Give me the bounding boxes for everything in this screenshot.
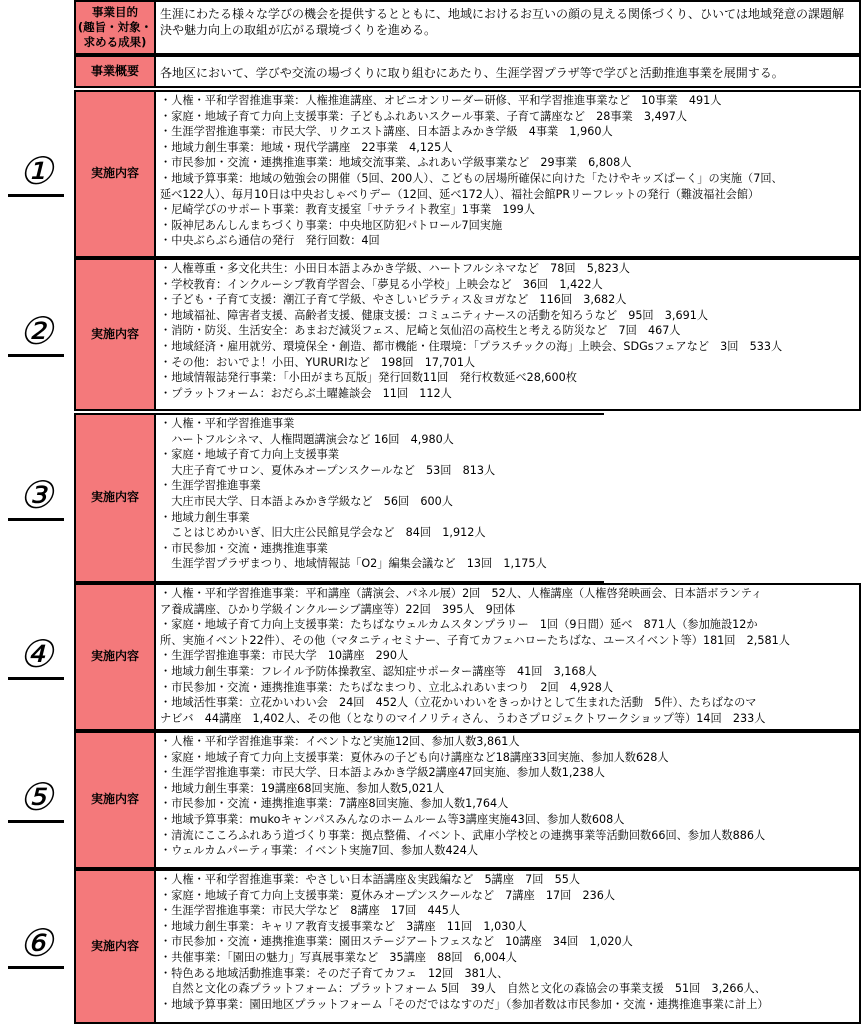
content-line: ・地域経済・雇用就労、環境保全・創造、都市機能・住環境：「プラスチックの海」上映会、SDGsフェアなど 3回 533人 <box>160 339 783 353</box>
section-5 <box>0 731 861 869</box>
content-line: ・人権・平和学習推進事業：平和講座（講演会、パネル展）2回 52人、人権講座（人権啓発映画会、日本語ボランティ <box>160 587 763 600</box>
section-content <box>156 413 604 583</box>
section-number <box>0 258 72 411</box>
content-line: ・生涯学習推進事業：市民大学など 8講座 17回 445人 <box>160 904 461 918</box>
content-line: 生涯学習プラザまつり、地域情報誌「O2」編集会議など 13回 1,175人 <box>160 557 547 571</box>
purpose-text <box>156 0 861 55</box>
content-line: ・地域活性事業：立花かいわい会 24回 452人（立花かいわいをきっかけとして生まれた活動 5件）、たちばなのマ <box>160 696 757 710</box>
section-content <box>156 90 861 258</box>
content-line: ・特色ある地域活動推進事業：そのだ子育てカフェ 12回 381人、 <box>160 966 509 980</box>
section-content <box>156 583 861 731</box>
section-number-glyph: ⑤ <box>18 774 54 819</box>
purpose-label-text: 事業目的 (趣旨・対象・ 求める成果) <box>77 5 153 49</box>
content-line: ・市民参加・交流・連携推進事業：たちばなまつり、立北ふれあいまつり 2回 4,928人 <box>160 680 614 694</box>
section-number-glyph: ③ <box>18 472 54 517</box>
content-line: ・地域情報誌発行事業：「小田がまち瓦版」発行回数11回 発行枚数延べ28,600枚 <box>160 371 577 385</box>
section-label <box>74 731 156 869</box>
section-number-glyph: ① <box>18 148 54 193</box>
content-line: ・人権・平和学習推進事業：イベントなど実施12回、参加人数3,861人 <box>160 735 520 748</box>
section-label <box>74 258 156 411</box>
content-line: ・市民参加・交流・連携推進事業：地域交流事業、ふれあい学級事業など 29事業 6,808人 <box>160 156 632 170</box>
section-label-text: 実施内容 <box>90 649 139 664</box>
content-line: ・市民参加・交流・連携推進事業 <box>160 541 328 555</box>
content-line: ・人権・平和学習推進事業：人権推進講座、オピニオンリーダー研修、平和学習推進事業など 10事業 491人 <box>160 94 722 107</box>
content-line: ・家庭・地域子育て力向上支援事業 <box>160 448 340 462</box>
section-number-glyph: ⑥ <box>18 921 54 965</box>
section-2 <box>0 258 861 411</box>
overview-row <box>0 55 861 88</box>
purpose-text-body: 生涯にわたる様々な学びの機会を提供するとともに、地域におけるお互いの顔の見える関係づくり、ひいては地域発意の課題解決や魅力向上の取組が広がる環境づくりを進める。 <box>160 7 845 37</box>
content-line: ・清流にこころふれあう道づくり事業：拠点整備、イベント、武庫小学校との連携事業等活動回数66回、参加人数886人 <box>160 828 766 842</box>
purpose-row <box>0 0 861 55</box>
content-line: ・家庭・地域子育て力向上支援事業：子どもふれあいスクール事業、子育て講座など 28事業 3,497人 <box>160 109 688 123</box>
content-line: ・地域予算事業：園田地区プラットフォーム「そのだではなすのだ」（参加者数は市民参加・交流・連携推進事業に計上） <box>160 997 769 1011</box>
underline <box>8 194 64 197</box>
content-line: ・生涯学習推進事業：市民大学、リクエスト講座、日本語よみかき学級 4事業 1,960人 <box>160 125 613 139</box>
content-line: ことはじめかいぎ、旧大庄公民館見学会など 84回 1,912人 <box>160 526 486 540</box>
section-label <box>74 583 156 731</box>
content-line: ・家庭・地域子育て力向上支援事業：夏休みの子ども向け講座など18講座33回実施、参加人数628人 <box>160 750 669 764</box>
section-label-text: 実施内容 <box>90 166 139 181</box>
content-line: ・人権尊重・多文化共生：小田日本語よみかき学級、ハートフルシネマなど 78回 5,823人 <box>160 262 630 275</box>
content-line: ・生涯学習推進事業 <box>160 479 261 493</box>
section-content <box>156 731 861 869</box>
content-line: ナビバ 44講座 1,402人、その他（となりのマイノリティさん、うわさプロジェクトワークショップ等）14回 233人 <box>160 711 766 725</box>
content-line: ・地域福祉、障害者支援、高齢者支援、健康支援：コミュニティナースの活動を知ろうなど 95回 3,691人 <box>160 308 709 322</box>
overview-label-text: 事業概要 <box>90 63 139 78</box>
content-line: ・地域力創生事業：地域・現代学講座 22事業 4,125人 <box>160 140 453 154</box>
content-line: ・生涯学習推進事業：市民大学、日本語よみかき学級2講座47回実施、参加人数1,238人 <box>160 766 605 780</box>
content-line: ハートフルシネマ、人権問題講演会など 16回 4,980人 <box>160 432 454 446</box>
section-label-text: 実施内容 <box>90 326 139 341</box>
content-line: ・地域力創生事業：フレイル予防体操教室、認知症サポーター講座等 41回 3,168人 <box>160 664 597 678</box>
content-line: ・人権・平和学習推進事業：やさしい日本語講座＆実践編など 5講座 7回 55人 <box>160 873 581 886</box>
content-line: ・市民参加・交流・連携推進事業：7講座8回実施、参加人数1,764人 <box>160 797 509 811</box>
overview-text <box>156 55 861 88</box>
content-line: 大庄市民大学、日本語よみかき学級など 56回 600人 <box>160 494 453 508</box>
content-line: ・子ども・子育て支援：潮江子育て学級、やさしいピラティス＆ヨガなど 116回 3,682人 <box>160 293 627 307</box>
content-line: ・阪神尼あんしんまちづくり事業：中央地区防犯パトロール7回実施 <box>160 218 503 232</box>
content-line: ・地域予算事業：地域の勉強会の開催（5回、200人）、こどもの居場所確保に向けた「たけやキッズぱーく」の実施（7回、 <box>160 171 783 185</box>
content-line: ・共催事業：「園田の魅力」写真展事業など 35講座 88回 6,004人 <box>160 950 517 964</box>
section-label-text: 実施内容 <box>90 490 139 505</box>
content-line: ・学校教育：インクルーシブ教育学習会、「夢見る小学校」上映会など 36回 1,422人 <box>160 277 603 291</box>
section-number-glyph: ④ <box>18 631 54 676</box>
underline <box>8 518 64 521</box>
content-line: ・地域力創生事業 <box>160 510 250 524</box>
section-number <box>0 90 72 258</box>
content-line: ・人権・平和学習推進事業 <box>160 417 295 430</box>
underline <box>8 354 64 357</box>
content-line: 大庄子育てサロン、夏休みオープンスクールなど 53回 813人 <box>160 463 496 477</box>
section-number-glyph: ② <box>18 309 54 353</box>
content-line: ア養成講座、ひかり学級インクルーシブ講座等）22回 395人 9団体 <box>160 602 516 616</box>
content-line: ・地域力創生事業：19講座68回実施、参加人数5,021人 <box>160 781 445 795</box>
section-6 <box>0 869 861 1024</box>
section-number <box>0 583 72 731</box>
content-line: ・その他：おいでよ！小田、YURURIなど 198回 17,701人 <box>160 355 476 369</box>
content-line: ・地域予算事業：mukoキャンパスみんなのホームルーム等3講座実施43回、参加人数608人 <box>160 812 625 826</box>
section-1 <box>0 90 861 258</box>
content-line: ・市民参加・交流・連携推進事業：園田ステージアートフェスなど 10講座 34回 1,020人 <box>160 935 633 949</box>
overview-text-body: 各地区において、学びや交流の場づくりに取り組むにあたり、生涯学習プラザ等で学びと活動推進事業を展開する。 <box>160 66 784 80</box>
overview-label <box>74 55 156 88</box>
section-label-text: 実施内容 <box>90 938 139 953</box>
content-line: ・家庭・地域子育て力向上支援事業：たちばなウェルカムスタンプラリー 1回（9日間）延べ 871人（参加施設12か <box>160 618 758 632</box>
content-line: ・中央ぶらぶら通信の発行 発行回数：4回 <box>160 234 380 248</box>
section-number <box>0 413 72 583</box>
content-line: 延べ122人）、毎月10日は中央おしゃべりデー（12回、延べ172人）、福社会館PRリーフレットの発行（難波福社会館） <box>160 187 760 201</box>
section-label <box>74 413 156 583</box>
content-line: ・生涯学習推進事業：市民大学 10講座 290人 <box>160 649 409 663</box>
section-label-text: 実施内容 <box>90 792 139 807</box>
underline <box>8 966 64 969</box>
section-label <box>74 869 156 1024</box>
content-line: ・尼崎学びのサポート事業：教育支援室「サテライト教室」1事業 199人 <box>160 203 535 217</box>
section-number <box>0 869 72 1024</box>
section-3 <box>0 413 861 583</box>
section-content <box>156 258 861 411</box>
underline <box>8 820 64 823</box>
section-number <box>0 731 72 869</box>
section-content <box>156 869 861 1024</box>
content-line: ・プラットフォーム：おだらぶ土曜雑談会 11回 112人 <box>160 386 452 400</box>
section-4 <box>0 583 861 731</box>
content-line: ・ウェルカムパーティ事業：イベント実施7回、参加人数424人 <box>160 844 479 858</box>
purpose-label <box>74 0 156 55</box>
content-line: 自然と文化の森プラットフォーム：プラットフォーム 5回 39人 自然と文化の森協会の事業支援 51回 3,266人、 <box>160 982 766 996</box>
content-line: 所、実施イベント22件）、その他（マタニティセミナー、子育てカフェハローたちばな、ユースイベント等）181回 2,581人 <box>160 633 790 647</box>
underline <box>8 677 64 680</box>
section-label <box>74 90 156 258</box>
content-line: ・消防・防災、生活安全：あまおだ減災フェス、尼崎と気仙沼の高校生と考える防災など 7回 467人 <box>160 324 681 338</box>
content-line: ・地域力創生事業：キャリア教育支援事業など 3講座 11回 1,030人 <box>160 919 527 933</box>
content-line: ・家庭・地域子育て力向上支援事業：夏休みオープンスクールなど 7講座 17回 236人 <box>160 888 616 902</box>
